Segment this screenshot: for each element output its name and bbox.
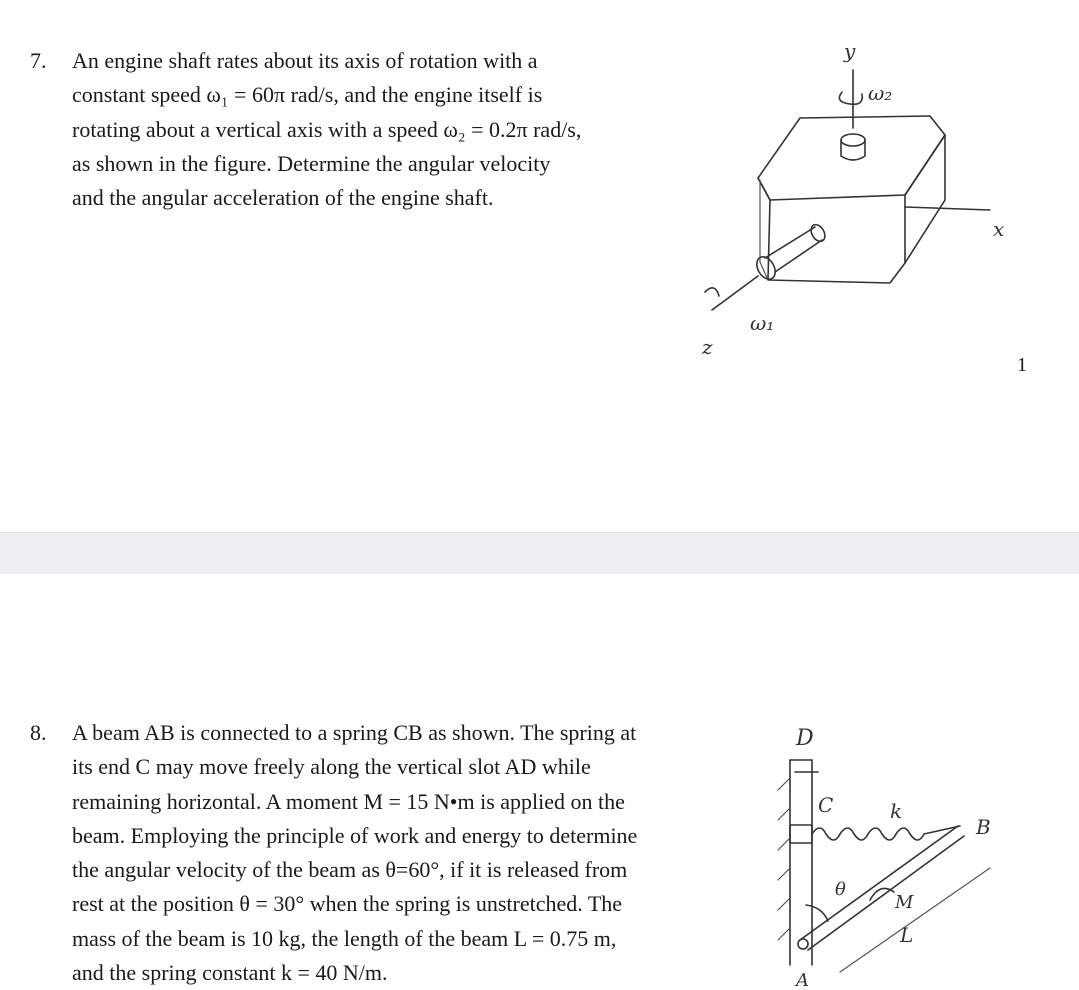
problem-8-line: mass of the beam is 10 kg, the length of the beam L = 0.75 m, (72, 925, 617, 951)
wall-hatching (778, 778, 790, 940)
problem-7-line: and the angular acceleration of the engine shaft. (72, 185, 494, 211)
problem-8-line: and the spring constant k = 40 N/m. (72, 960, 388, 986)
pin-a (798, 939, 808, 949)
problem-8-line: the angular velocity of the beam as θ=60°, if it is released from (72, 857, 628, 883)
label-d: D (796, 726, 814, 751)
z-axis-label: z (702, 335, 713, 359)
problem-8-line: its end C may move freely along the vertical slot AD while (72, 754, 591, 780)
label-a: A (796, 970, 809, 990)
y-axis-label: y (844, 39, 856, 63)
label-b: B (976, 815, 991, 839)
spring-cb (812, 826, 960, 840)
problem-8-line: rest at the position θ = 30° when the spring is unstretched. The (72, 891, 623, 917)
theta-arc (806, 905, 828, 921)
dimension-l (840, 868, 990, 972)
page-number: 1 (1017, 354, 1027, 376)
problem-7-line: rotating about a vertical axis with a speed ω₂ = 0.2π rad/s, (72, 116, 582, 142)
slider-c (790, 825, 812, 843)
problem-7-line: An engine shaft rates about its axis of rotation with a (72, 48, 538, 73)
problem-8-line: A beam AB is connected to a spring CB as shown. The spring at (72, 720, 637, 745)
omega2-label: ω₂ (868, 81, 893, 105)
omega1-label: ω₁ (750, 311, 775, 335)
problem-7-line: constant speed ω₁ = 60π rad/s, and the engine itself is (72, 82, 543, 108)
problem-7-number: 7. (30, 48, 47, 73)
label-theta: θ (835, 879, 846, 900)
problem-8-number: 8. (30, 720, 47, 745)
moment-arrow (870, 888, 894, 900)
label-c: C (818, 793, 834, 817)
problem-8-line: remaining horizontal. A moment M = 15 N•m is applied on the (72, 788, 625, 814)
problem-8-line: beam. Employing the principle of work and energy to determine (72, 822, 638, 848)
problem-7-line: as shown in the figure. Determine the angular velocity (72, 150, 551, 176)
label-k: k (890, 799, 903, 823)
x-axis-label: x (993, 217, 1005, 241)
label-l: L (900, 923, 914, 947)
label-m: M (895, 892, 914, 913)
